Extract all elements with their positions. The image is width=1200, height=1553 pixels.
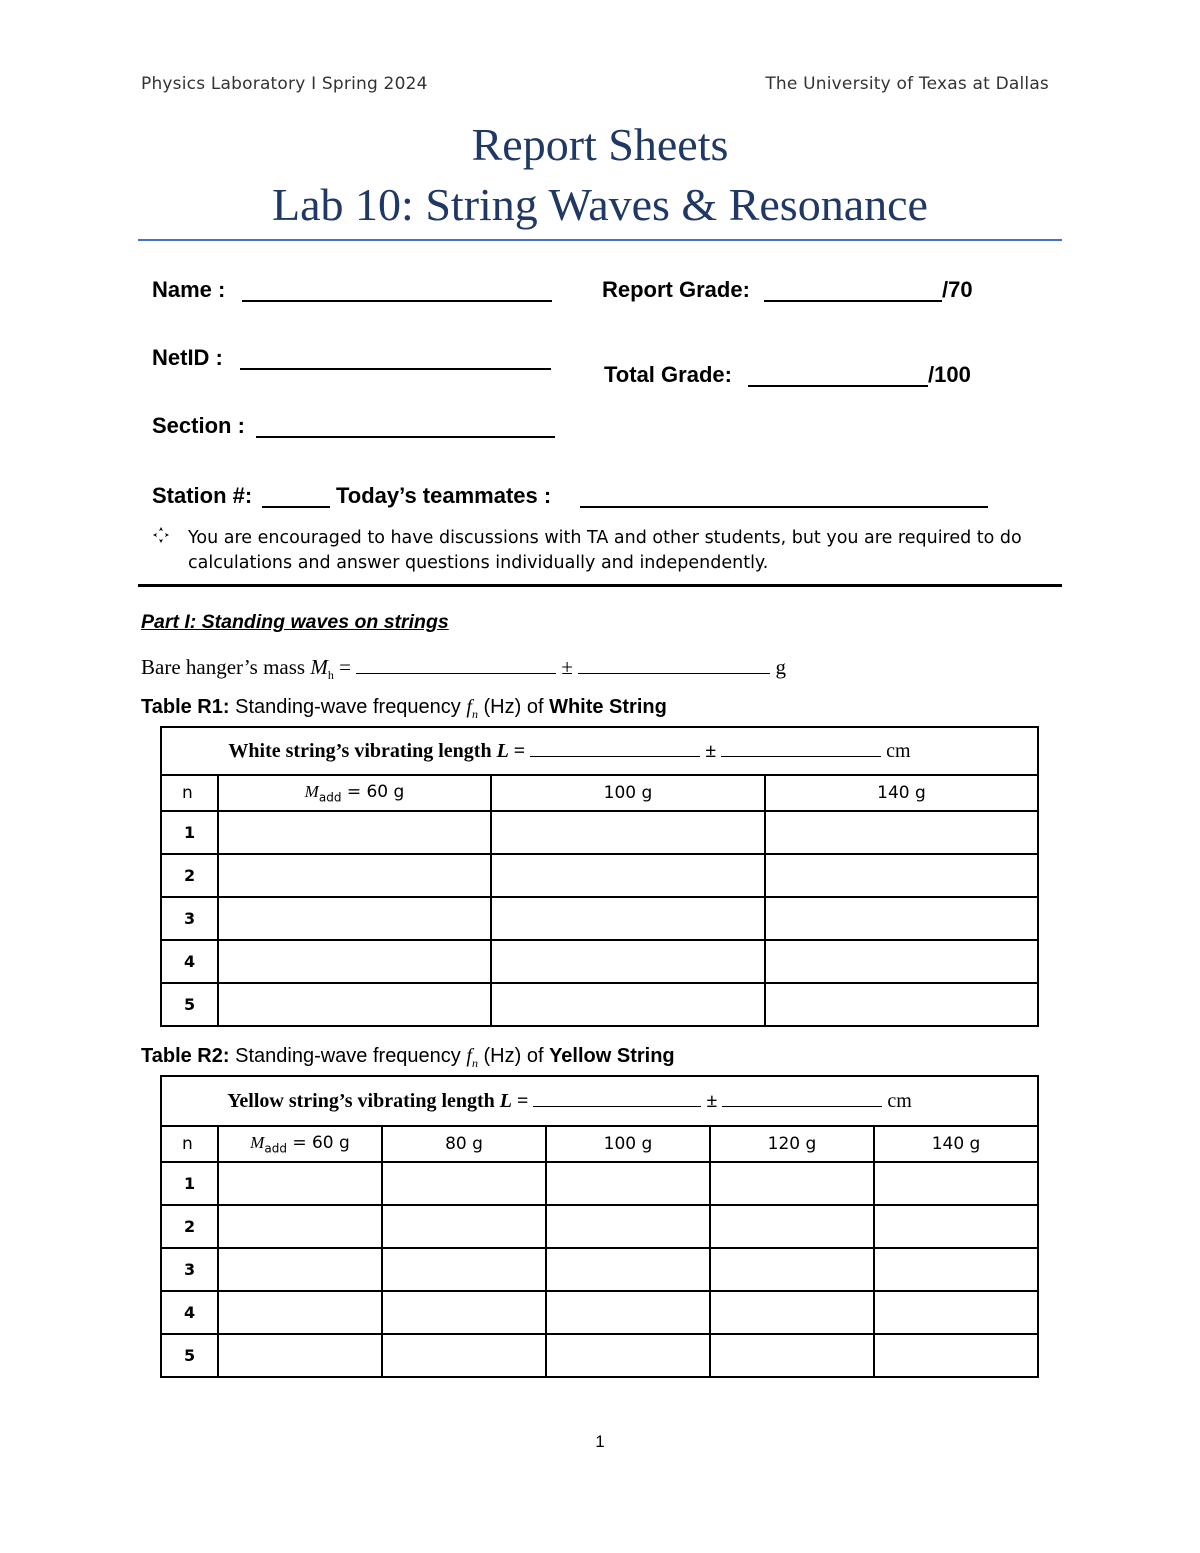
table-r2-madd-symbol: M <box>250 1132 265 1152</box>
table-r2-mass-header-5: 140 g <box>874 1126 1038 1162</box>
table-r1-madd-sub: add <box>318 790 342 805</box>
table-r2 <box>160 1075 1039 1378</box>
table-r1-length-unit: cm <box>886 739 911 762</box>
table-r1-length-label: White string’s vibrating length <box>228 739 492 762</box>
page-number: 1 <box>595 1432 605 1451</box>
table-r2-cell[interactable] <box>382 1291 546 1334</box>
table-r2-cell[interactable] <box>546 1205 710 1248</box>
table-r1-row-number: 2 <box>161 854 218 897</box>
table-r2-cell[interactable] <box>546 1334 710 1377</box>
station-field[interactable] <box>262 506 330 508</box>
total-grade-label: Total Grade: <box>604 362 732 387</box>
section-label: Section : <box>152 413 245 438</box>
table-r1-cell[interactable] <box>491 983 765 1026</box>
table-r2-n-header: n <box>161 1126 218 1162</box>
table-r2-cell[interactable] <box>546 1162 710 1205</box>
table-r2-cell[interactable] <box>218 1334 382 1377</box>
table-r1-caption <box>141 696 667 722</box>
section-divider <box>138 584 1062 587</box>
table-r2-madd-eq: = 60 g <box>292 1132 350 1153</box>
table-r2-madd-sub: add <box>264 1141 287 1156</box>
table-r1-cell[interactable] <box>218 854 491 897</box>
table-r1-mass-header-2: 100 g <box>491 775 765 811</box>
bare-hanger-eq: = <box>339 655 351 679</box>
report-grade-max: /70 <box>942 277 973 302</box>
name-field[interactable] <box>242 300 552 302</box>
table-r2-cell[interactable] <box>874 1291 1038 1334</box>
table-r2-caption-text: Standing-wave frequency <box>235 1045 461 1067</box>
table-r2-length-unit: cm <box>887 1089 912 1112</box>
title-divider <box>138 239 1062 241</box>
table-r2-length-field[interactable] <box>533 1094 701 1107</box>
table-r1-cell[interactable] <box>765 854 1038 897</box>
table-r2-cell[interactable] <box>218 1205 382 1248</box>
table-r1-row-number: 5 <box>161 983 218 1026</box>
table-r1-length-field[interactable] <box>530 744 700 757</box>
table-r2-cell[interactable] <box>710 1248 874 1291</box>
table-r1-cell[interactable] <box>491 854 765 897</box>
table-r1-n-header: n <box>161 775 218 811</box>
table-r2-row-number: 4 <box>161 1291 218 1334</box>
table-r2-row-number: 2 <box>161 1205 218 1248</box>
bare-hanger-value-field[interactable] <box>356 659 556 674</box>
bare-hanger-sub: h <box>327 668 334 683</box>
table-r2-cell[interactable] <box>710 1291 874 1334</box>
table-r2-caption-symbol: f <box>466 1045 472 1067</box>
table-r2-cell[interactable] <box>710 1334 874 1377</box>
table-r1-cell[interactable] <box>765 983 1038 1026</box>
table-r1-length-symbol: L <box>496 739 509 762</box>
total-grade-field[interactable] <box>748 385 928 387</box>
table-r1-cell[interactable] <box>491 811 765 854</box>
table-r1-cell[interactable] <box>491 897 765 940</box>
table-r1-length-uncertainty-field[interactable] <box>721 744 881 757</box>
table-r2-cell[interactable] <box>382 1334 546 1377</box>
running-header-right: The University of Texas at Dallas <box>765 74 1049 94</box>
table-r1-cell[interactable] <box>491 940 765 983</box>
table-r1-caption-string: White String <box>549 696 667 718</box>
table-r2-length-pm: ± <box>706 1089 718 1112</box>
table-r1-length-eq: = <box>513 739 526 762</box>
table-r2-cell[interactable] <box>710 1205 874 1248</box>
title-line-2: Lab 10: String Waves & Resonance <box>272 179 928 230</box>
table-r1-madd-symbol: M <box>304 781 319 801</box>
table-r1-cell[interactable] <box>765 940 1038 983</box>
table-r1-length-pm: ± <box>705 739 717 762</box>
table-r1-cell[interactable] <box>765 897 1038 940</box>
netid-label: NetID : <box>152 345 223 370</box>
total-grade-max: /100 <box>928 362 971 387</box>
table-r1-caption-symbol: f <box>466 696 472 718</box>
section-field[interactable] <box>256 436 555 438</box>
table-r2-cell[interactable] <box>382 1205 546 1248</box>
table-r2-cell[interactable] <box>874 1205 1038 1248</box>
table-r1-caption-unit: (Hz) of <box>483 696 544 718</box>
table-r2-cell[interactable] <box>874 1248 1038 1291</box>
table-r2-length-label: Yellow string’s vibrating length <box>227 1089 495 1112</box>
table-r2-cell[interactable] <box>382 1248 546 1291</box>
table-r2-caption-label: Table R2: <box>141 1045 230 1067</box>
station-label: Station #: <box>152 483 253 508</box>
table-r2-cell[interactable] <box>382 1162 546 1205</box>
table-r2-length-uncertainty-field[interactable] <box>722 1094 882 1107</box>
table-r1-caption-sub: n <box>471 707 478 721</box>
table-r2-length-symbol: L <box>499 1089 513 1112</box>
table-r2-caption-sub: n <box>471 1056 478 1070</box>
table-r1-cell[interactable] <box>218 983 491 1026</box>
table-r2-row-number: 1 <box>161 1162 218 1205</box>
table-r1-cell[interactable] <box>765 811 1038 854</box>
bare-hanger-unit: g <box>775 655 786 679</box>
bare-hanger-label: Bare hanger’s mass <box>141 655 306 679</box>
table-r1-row-number: 4 <box>161 940 218 983</box>
table-r2-cell[interactable] <box>546 1291 710 1334</box>
table-r2-cell[interactable] <box>710 1162 874 1205</box>
table-r1-caption-text: Standing-wave frequency <box>235 696 461 718</box>
table-r2-cell[interactable] <box>218 1248 382 1291</box>
table-r1-caption-label: Table R1: <box>141 696 230 718</box>
table-r1-madd-eq: = 60 g <box>346 781 405 802</box>
bare-hanger-symbol: M <box>310 655 328 679</box>
table-r2-mass-header-1 <box>218 1126 382 1162</box>
table-r2-caption-string: Yellow String <box>549 1045 675 1067</box>
bare-hanger-uncertainty-field[interactable] <box>578 659 770 674</box>
name-label: Name : <box>152 277 226 302</box>
table-r1-cell[interactable] <box>218 897 491 940</box>
netid-field[interactable] <box>240 368 551 370</box>
table-r1 <box>160 726 1039 1027</box>
table-r2-row-number: 3 <box>161 1248 218 1291</box>
table-r2-cell[interactable] <box>546 1248 710 1291</box>
table-r2-cell[interactable] <box>218 1162 382 1205</box>
table-r2-caption <box>141 1045 675 1071</box>
table-r2-caption-unit: (Hz) of <box>483 1045 544 1067</box>
teammates-field[interactable] <box>580 506 988 508</box>
table-r2-mass-header-4: 120 g <box>710 1126 874 1162</box>
table-r1-length-row <box>161 727 1038 775</box>
table-r1-cell[interactable] <box>218 811 491 854</box>
table-r1-cell[interactable] <box>218 940 491 983</box>
diamond-arrows-icon <box>152 526 170 549</box>
instruction-note: You are encouraged to have discussions with TA and other students, but you are required to do calculations and answer questions individually and independently. <box>188 528 1022 573</box>
table-r2-mass-header-2: 80 g <box>382 1126 546 1162</box>
report-grade-label: Report Grade: <box>602 277 750 302</box>
table-r2-cell[interactable] <box>218 1291 382 1334</box>
table-r1-mass-header-1 <box>218 775 491 811</box>
table-r2-cell[interactable] <box>874 1162 1038 1205</box>
part-1-heading: Part I: Standing waves on strings <box>141 611 449 633</box>
table-r2-length-eq: = <box>517 1089 529 1112</box>
table-r2-mass-header-3: 100 g <box>546 1126 710 1162</box>
table-r2-cell[interactable] <box>874 1334 1038 1377</box>
table-r2-row-number: 5 <box>161 1334 218 1377</box>
running-header-left: Physics Laboratory I Spring 2024 <box>141 74 428 94</box>
report-grade-field[interactable] <box>764 300 942 302</box>
table-r1-mass-header-3: 140 g <box>765 775 1038 811</box>
title-line-1: Report Sheets <box>471 119 729 170</box>
table-r1-row-number: 1 <box>161 811 218 854</box>
table-r2-length-row <box>161 1076 1038 1126</box>
teammates-label: Today’s teammates : <box>336 483 552 508</box>
bare-hanger-mass-line <box>141 655 786 683</box>
table-r1-row-number: 3 <box>161 897 218 940</box>
bare-hanger-pm: ± <box>561 655 573 679</box>
